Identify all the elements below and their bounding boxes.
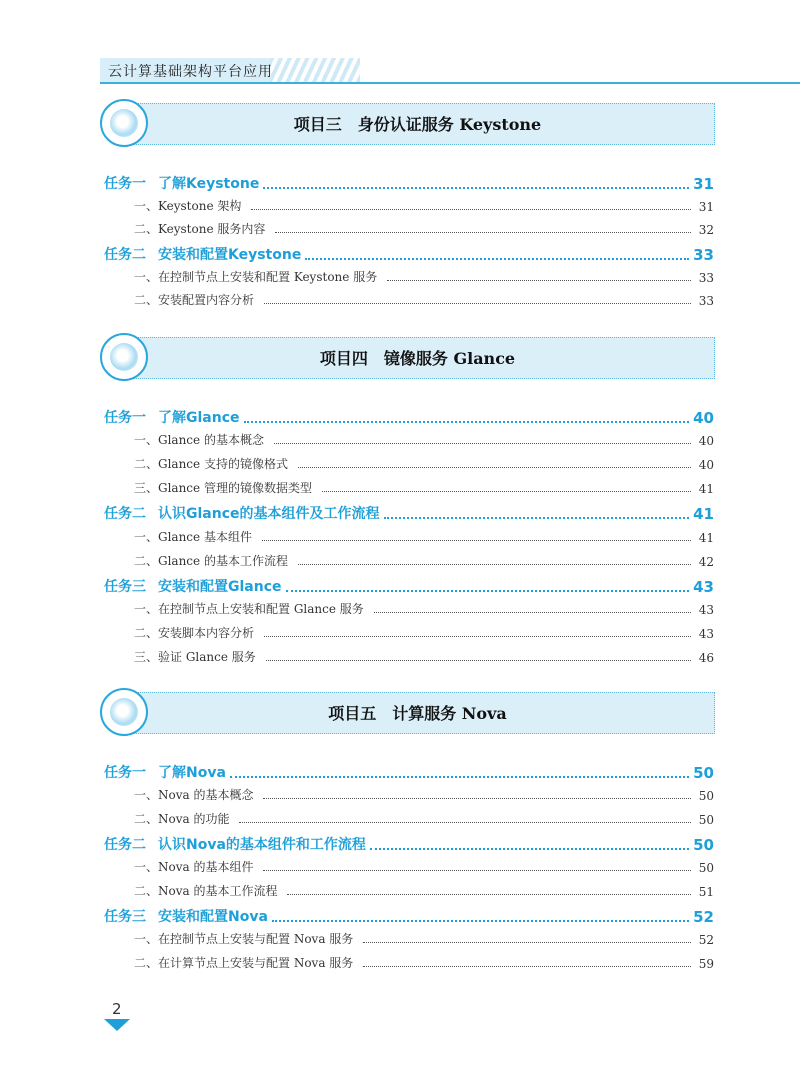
toc-task-entry[interactable] bbox=[104, 576, 714, 596]
item-page: 42 bbox=[698, 555, 714, 569]
task-page: 52 bbox=[693, 908, 714, 926]
toc-item[interactable] bbox=[134, 623, 714, 641]
leader-dots bbox=[251, 209, 690, 210]
header-stripes bbox=[270, 58, 360, 82]
toc-item[interactable] bbox=[134, 454, 714, 472]
item-title: 一、在控制节点上安装和配置 Glance 服务 bbox=[134, 602, 364, 616]
item-page: 51 bbox=[698, 885, 714, 899]
task-page: 31 bbox=[693, 175, 714, 193]
leader-dots bbox=[387, 280, 691, 281]
item-title: 一、Nova 的基本概念 bbox=[134, 788, 254, 802]
item-page: 40 bbox=[698, 434, 714, 448]
item-page: 33 bbox=[698, 294, 714, 308]
item-page: 46 bbox=[698, 651, 714, 665]
task-page: 33 bbox=[693, 246, 714, 264]
toc-task-entry[interactable] bbox=[104, 503, 714, 523]
toc-task-entry[interactable] bbox=[104, 407, 714, 427]
leader-dots bbox=[272, 920, 689, 922]
task-title: 安装和配置Keystone bbox=[158, 247, 302, 263]
item-title: 三、验证 Glance 服务 bbox=[134, 650, 256, 664]
toc-task-entry[interactable] bbox=[104, 244, 714, 264]
item-title: 一、Nova 的基本组件 bbox=[134, 860, 254, 874]
task-title: 了解Keystone bbox=[158, 176, 260, 192]
item-page: 41 bbox=[698, 482, 714, 496]
leader-dots bbox=[322, 491, 691, 492]
toc-item[interactable] bbox=[134, 599, 714, 617]
task-title: 了解Nova bbox=[158, 765, 226, 781]
leader-dots bbox=[370, 848, 689, 850]
leader-dots bbox=[244, 421, 690, 423]
item-title: 二、Nova 的功能 bbox=[134, 812, 230, 826]
leader-dots bbox=[275, 232, 690, 233]
item-page: 52 bbox=[698, 933, 714, 947]
leader-dots bbox=[298, 467, 691, 468]
task-page: 50 bbox=[693, 836, 714, 854]
task-label: 任务二 bbox=[104, 247, 146, 263]
page-marker-icon bbox=[104, 1019, 130, 1031]
leader-dots bbox=[287, 894, 690, 895]
task-label: 任务一 bbox=[104, 765, 146, 781]
toc-item[interactable] bbox=[134, 219, 714, 237]
toc-item[interactable] bbox=[134, 785, 714, 803]
toc-item[interactable] bbox=[134, 953, 714, 971]
leader-dots bbox=[262, 540, 691, 541]
toc-item[interactable] bbox=[134, 857, 714, 875]
project-title: 项目五 计算服务 Nova bbox=[328, 704, 507, 723]
task-title: 安装和配置Glance bbox=[158, 579, 282, 595]
leader-dots bbox=[263, 187, 689, 189]
project-heading-5 bbox=[100, 688, 715, 736]
task-label: 任务二 bbox=[104, 837, 146, 853]
item-title: 一、在控制节点上安装和配置 Keystone 服务 bbox=[134, 270, 378, 284]
item-page: 50 bbox=[698, 813, 714, 827]
leader-dots bbox=[363, 942, 690, 943]
task-label: 任务一 bbox=[104, 176, 146, 192]
leader-dots bbox=[274, 443, 691, 444]
toc-item[interactable] bbox=[134, 881, 714, 899]
item-title: 一、在控制节点上安装与配置 Nova 服务 bbox=[134, 932, 354, 946]
item-page: 32 bbox=[698, 223, 714, 237]
task-title: 安装和配置Nova bbox=[158, 909, 268, 925]
leader-dots bbox=[305, 258, 689, 260]
toc-item[interactable] bbox=[134, 478, 714, 496]
item-title: 一、Glance 基本组件 bbox=[134, 530, 252, 544]
item-title: 二、Glance 的基本工作流程 bbox=[134, 554, 288, 568]
leader-dots bbox=[264, 636, 691, 637]
page-number: 2 bbox=[112, 1000, 122, 1018]
task-page: 50 bbox=[693, 764, 714, 782]
toc-item[interactable] bbox=[134, 196, 714, 214]
toc-item[interactable] bbox=[134, 647, 714, 665]
item-page: 43 bbox=[698, 627, 714, 641]
leader-dots bbox=[286, 590, 690, 592]
item-title: 二、Keystone 服务内容 bbox=[134, 222, 266, 236]
project-title: 项目四 镜像服务 Glance bbox=[319, 349, 516, 368]
toc-item[interactable] bbox=[134, 809, 714, 827]
item-page: 50 bbox=[698, 789, 714, 803]
leader-dots bbox=[263, 870, 690, 871]
task-title: 认识Glance的基本组件及工作流程 bbox=[158, 506, 380, 522]
toc-item[interactable] bbox=[134, 929, 714, 947]
task-label: 任务一 bbox=[104, 410, 146, 426]
toc-task-entry[interactable] bbox=[104, 906, 714, 926]
book-title: 云计算基础架构平台应用 bbox=[108, 64, 273, 80]
item-title: 一、Keystone 架构 bbox=[134, 199, 242, 213]
task-label: 任务三 bbox=[104, 579, 146, 595]
leader-dots bbox=[230, 776, 689, 778]
toc-item[interactable] bbox=[134, 527, 714, 545]
leader-dots bbox=[266, 660, 691, 661]
item-page: 41 bbox=[698, 531, 714, 545]
item-title: 二、Nova 的基本工作流程 bbox=[134, 884, 278, 898]
leader-dots bbox=[384, 517, 690, 519]
task-title: 了解Glance bbox=[158, 410, 240, 426]
toc-item[interactable] bbox=[134, 267, 714, 285]
item-title: 二、安装配置内容分析 bbox=[134, 293, 255, 307]
item-page: 59 bbox=[698, 957, 714, 971]
task-page: 41 bbox=[693, 505, 714, 523]
item-title: 二、在计算节点上安装与配置 Nova 服务 bbox=[134, 956, 354, 970]
toc-item[interactable] bbox=[134, 290, 714, 308]
item-title: 二、Glance 支持的镜像格式 bbox=[134, 457, 288, 471]
leader-dots bbox=[263, 798, 690, 799]
item-page: 40 bbox=[698, 458, 714, 472]
item-page: 31 bbox=[698, 200, 714, 214]
item-title: 三、Glance 管理的镜像数据类型 bbox=[134, 481, 312, 495]
item-title: 一、Glance 的基本概念 bbox=[134, 433, 264, 447]
project-title: 项目三 身份认证服务 Keystone bbox=[293, 115, 542, 134]
task-label: 任务二 bbox=[104, 506, 146, 522]
leader-dots bbox=[239, 822, 690, 823]
item-page: 33 bbox=[698, 271, 714, 285]
item-page: 43 bbox=[698, 603, 714, 617]
toc-task-entry[interactable] bbox=[104, 173, 714, 193]
running-header bbox=[0, 58, 800, 84]
task-title: 认识Nova的基本组件和工作流程 bbox=[158, 837, 366, 853]
leader-dots bbox=[264, 303, 691, 304]
project-heading-4 bbox=[100, 333, 715, 381]
task-page: 40 bbox=[693, 409, 714, 427]
toc-item[interactable] bbox=[134, 551, 714, 569]
leader-dots bbox=[374, 612, 691, 613]
task-page: 43 bbox=[693, 578, 714, 596]
leader-dots bbox=[363, 966, 690, 967]
item-title: 二、安装脚本内容分析 bbox=[134, 626, 255, 640]
header-rule bbox=[100, 82, 800, 84]
toc-task-entry[interactable] bbox=[104, 834, 714, 854]
toc-item[interactable] bbox=[134, 430, 714, 448]
item-page: 50 bbox=[698, 861, 714, 875]
task-label: 任务三 bbox=[104, 909, 146, 925]
toc-task-entry[interactable] bbox=[104, 762, 714, 782]
project-heading-3 bbox=[100, 99, 715, 147]
leader-dots bbox=[298, 564, 691, 565]
